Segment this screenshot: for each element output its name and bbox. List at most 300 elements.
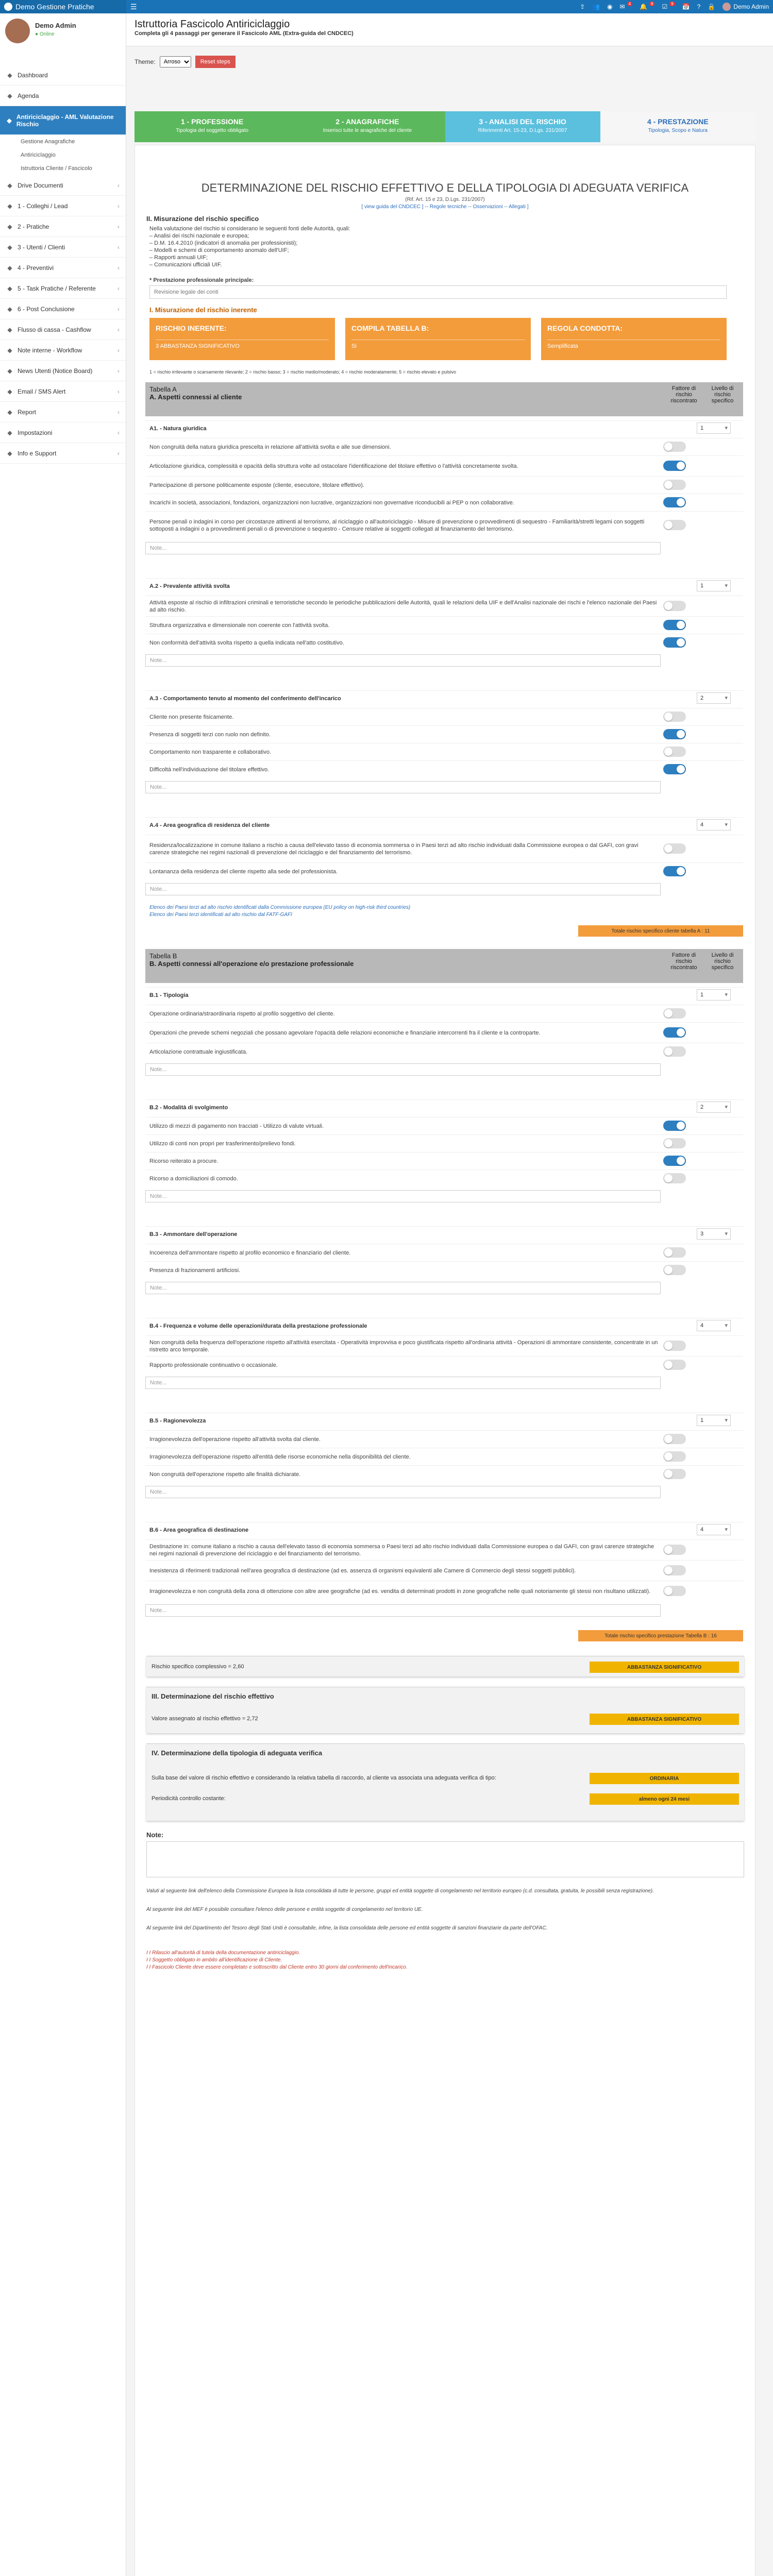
settings-icon: ◆ — [7, 429, 12, 436]
user-name: Demo Admin — [733, 3, 769, 10]
calendar-icon[interactable]: 📅 — [682, 3, 690, 10]
table-title: Tabella A — [149, 385, 177, 393]
prestazione-select[interactable]: Revisione legale dei conti — [149, 285, 727, 299]
info-icon: ◆ — [7, 449, 12, 457]
row-text: Non conformità dell'attività svolta rispetto a quella indicata nell'atto costitutivo. — [149, 639, 344, 646]
sidebar-item[interactable] — [0, 106, 126, 135]
theme-bar — [126, 46, 773, 77]
row-text: Ricorso reiterato a procure. — [149, 1158, 219, 1164]
risk-level-select[interactable] — [697, 692, 731, 704]
risk-level-value: 1 — [700, 1417, 704, 1423]
group-title: A1. - Natura giuridica — [149, 425, 207, 432]
box-value: Si — [351, 340, 525, 349]
eye-icon[interactable]: ◉ — [607, 3, 613, 10]
risk-level-value: 4 — [700, 822, 704, 828]
risk-factor-toggle[interactable] — [663, 1451, 686, 1462]
col-factor-header: Fattore di rischio riscontrato — [670, 952, 697, 971]
result-value: ABBASTANZA SIGNIFICATIVO — [590, 1714, 739, 1725]
risk-factor-toggle[interactable] — [663, 637, 686, 648]
row-text: Presenza di soggetti terzi con ruolo non definito. — [149, 731, 271, 738]
row-text: Lontananza della residenza del cliente rispetto alla sede del professionista. — [149, 868, 338, 875]
risk-factor-toggle[interactable] — [663, 1586, 686, 1596]
row-text: Non congruità dell'operazione rispetto alle finalità dichiarate. — [149, 1471, 301, 1478]
mail-badge: 4 — [627, 2, 632, 6]
dashboard-icon: ◆ — [7, 71, 12, 79]
step-title: 1 - PROFESSIONE — [180, 117, 244, 126]
sidebar-item-label: 1 - Colleghi / Lead — [18, 202, 68, 210]
risk-level-value: 4 — [700, 1323, 704, 1329]
group-title: A.2 - Prevalente attività svolta — [149, 583, 230, 589]
risk-level-select[interactable] — [697, 819, 731, 831]
row-text: Ricorso a domiciliazioni di comodo. — [149, 1175, 238, 1182]
table-subtitle: B. Aspetti connessi all'operazione e/o prestazione professionale — [149, 960, 354, 968]
document-title: DETERMINAZIONE DEL RISCHIO EFFETTIVO E DELLA TIPOLOGIA DI ADEGUATA VERIFICA — [201, 181, 689, 194]
sidebar-item-label: Flusso di cassa - Cashflow — [18, 326, 91, 333]
note-input[interactable]: Note... — [145, 1604, 661, 1617]
note-input[interactable]: Note... — [145, 1486, 661, 1498]
sidebar-item[interactable] — [0, 381, 126, 402]
col-level-header: Livello di rischio specifico — [711, 385, 734, 404]
table-row — [145, 596, 743, 616]
risk-factor-toggle[interactable] — [663, 480, 686, 490]
result-label: Rischio specifico complessivo = 2,60 — [152, 1664, 244, 1670]
users-icon[interactable]: 👥 — [592, 3, 600, 10]
note-input[interactable]: Note... — [145, 1282, 661, 1294]
row-text: Irragionevolezza dell'operazione rispetto all'attività svolta dal cliente. — [149, 1436, 321, 1443]
step-subtitle: Tipologia, Scopo e Natura — [648, 128, 708, 133]
risk-factor-toggle[interactable] — [663, 711, 686, 722]
group-header — [145, 1522, 743, 1537]
calendar-icon: ◆ — [7, 92, 12, 99]
risk-factor-toggle[interactable] — [663, 620, 686, 630]
risk-factor-toggle[interactable] — [663, 764, 686, 774]
tasks-icon[interactable]: ☑ — [662, 3, 668, 10]
group-header — [145, 690, 743, 706]
prestazione-label: * Prestazione professionale principale: — [149, 277, 254, 283]
folder-icon: ◆ — [7, 181, 12, 189]
table-row — [145, 1117, 743, 1134]
top-navbar — [0, 0, 773, 13]
result-box — [146, 1743, 744, 1821]
intro-line: – Modelli e schemi di comportamento anomalo dell'UIF; — [149, 247, 289, 253]
check-icon: ◆ — [7, 305, 12, 313]
risk-factor-toggle[interactable] — [663, 1565, 686, 1575]
chevron-left-icon: ‹ — [117, 305, 120, 313]
risk-level-select[interactable] — [697, 1415, 731, 1426]
sidebar-item[interactable] — [0, 340, 126, 361]
box-title: REGOLA CONDOTTA: — [547, 324, 623, 332]
group-title: A.3 - Comportamento tenuto al momento del conferimento dell'incarico — [149, 695, 341, 702]
total-table-b: Totale rischio specifico prestazione Tabella B : 16 — [578, 1630, 743, 1641]
risk-factor-toggle[interactable] — [663, 1360, 686, 1370]
group-header — [145, 1318, 743, 1333]
row-text: Operazioni che prevede schemi negoziali che possano agevolare l'opacità delle relazioni economiche e finanziarie intercorrenti fra il cliente e la controparte. — [149, 1029, 541, 1036]
wizard-steps — [135, 111, 755, 142]
risk-summary-box — [149, 318, 335, 360]
row-text: Non congruità della natura giuridica prescelta in relazione all'attività svolta e alle sue dimensioni. — [149, 444, 391, 450]
total-table-a: Totale rischio specifico cliente tabella A : 11 — [578, 925, 743, 937]
chart-icon: ◆ — [7, 408, 12, 416]
group-title: A.4 - Area geografica di residenza del cliente — [149, 822, 270, 828]
table-row — [145, 708, 743, 725]
note-input[interactable]: Note... — [145, 542, 661, 554]
page-header — [126, 13, 773, 46]
step-subtitle: Riferimenti Art. 15-23, D.Lgs. 231/2007 — [478, 128, 567, 133]
table-row — [145, 1335, 743, 1356]
sidebar-item-label: 2 - Pratiche — [18, 223, 49, 230]
sidebar-item[interactable] — [0, 422, 126, 443]
user-icon: ◆ — [7, 243, 12, 251]
risk-factor-toggle[interactable] — [663, 497, 686, 507]
note-input[interactable]: Note... — [145, 781, 661, 793]
risk-factor-toggle[interactable] — [663, 729, 686, 739]
group-header — [145, 578, 743, 594]
warning-note: I I Fascicolo Cliente deve essere completato e sottoscritto dal Cliente entro 30 giorni dal conferimento dell'incarico. — [146, 1964, 408, 1970]
avatar — [5, 19, 30, 43]
group-header — [145, 817, 743, 833]
table-row — [145, 1022, 743, 1043]
table-title: Tabella B — [149, 952, 177, 960]
risk-factor-toggle[interactable] — [663, 1138, 686, 1148]
note-input[interactable]: Note... — [145, 654, 661, 667]
notes-label: Note: — [146, 1831, 164, 1839]
wizard-step[interactable] — [600, 111, 755, 142]
step-title: 3 - ANALISI DEL RISCHIO — [479, 117, 566, 126]
intro-line: – Comunicazioni ufficiali UIF. — [149, 262, 222, 268]
table-row — [145, 862, 743, 880]
table-row — [145, 476, 743, 494]
sidebar-item[interactable] — [0, 258, 126, 278]
sidebar-item-label: Impostazioni — [18, 429, 53, 436]
risk-factor-toggle[interactable] — [663, 601, 686, 611]
document-subtitle: (Rif. Art. 15 e 23, D.Lgs. 231/2007) — [405, 197, 485, 202]
risk-factor-toggle[interactable] — [663, 843, 686, 854]
tasks-icon: ◆ — [7, 284, 12, 292]
sidebar-item-label: Dashboard — [18, 71, 48, 79]
row-text: Destinazione in: comune italiano a rischio a causa dell'elevato tasso di economia sommersa o Paesi terzi ad alto rischio individuati dalla Commissione europea o dal GAFI, con gravi carenze strategiche nei regimi nazionali di prevenzione del riciclaggio e del finanziamento del terrorismo. — [149, 1543, 654, 1557]
risk-factor-toggle[interactable] — [663, 1469, 686, 1479]
table-row — [145, 1448, 743, 1465]
risk-factor-toggle[interactable] — [663, 461, 686, 471]
note-input[interactable]: Note... — [145, 1190, 661, 1202]
sidebar-item-label: Drive Documenti — [18, 181, 63, 189]
risk-factor-toggle[interactable] — [663, 1156, 686, 1166]
risk-level-select[interactable] — [697, 1524, 731, 1535]
sidebar-item[interactable] — [0, 299, 126, 319]
risk-level-select[interactable] — [697, 422, 731, 434]
sidebar-item-label: 3 - Utenti / Clienti — [18, 243, 65, 251]
step-title: 4 - PRESTAZIONE — [647, 117, 709, 126]
euro-icon: ◆ — [7, 264, 12, 272]
row-text: Utilizzo di mezzi di pagamento non tracciati - Utilizzo di valute virtuali. — [149, 1123, 324, 1129]
risk-factor-toggle[interactable] — [663, 520, 686, 530]
sidebar — [0, 13, 126, 2576]
table-row — [145, 1430, 743, 1448]
bell-icon[interactable]: 🔔 — [640, 3, 648, 10]
risk-summary-box — [345, 318, 531, 360]
risk-legend: 1 = rischio irrilevante o scarsamente rilevante; 2 = rischio basso; 3 = rischio medio/moderato; 4 = rischio moderatamente; 5 = rischio elevato e pulsivo — [149, 369, 457, 375]
group-header — [145, 1099, 743, 1115]
bell-badge: 8 — [649, 2, 654, 6]
risk-document — [135, 145, 755, 2576]
risk-level-select[interactable] — [697, 1228, 731, 1240]
share-icon[interactable]: ⇪ — [580, 3, 585, 10]
sidebar-item[interactable] — [0, 361, 126, 381]
sidebar-item-label: Report — [18, 408, 37, 416]
row-text: Inesistenza di riferimenti tradizionali nell'area geografica di destinazione (ad es. assenza di organismi equivalenti alle Camere di Commercio degli stessi soggetti pubblici). — [149, 1567, 576, 1574]
risk-factor-toggle[interactable] — [663, 1265, 686, 1275]
result-value: ORDINARIA — [590, 1773, 739, 1784]
sidebar-subitem-label: Antiriciclaggio — [21, 152, 56, 158]
sidebar-item[interactable] — [0, 319, 126, 340]
table-row — [145, 494, 743, 511]
row-text: Cliente non presente fisicamente. — [149, 714, 234, 720]
shield-icon: ◆ — [7, 116, 12, 124]
table-header — [145, 949, 743, 983]
intro-line: – D.M. 16.4.2010 (indicatori di anomalia per professionisti); — [149, 240, 298, 246]
mail-icon[interactable]: ✉ — [619, 3, 625, 10]
inherent-title: I. Misurazione del rischio inerente — [149, 306, 257, 314]
theme-select[interactable] — [160, 56, 191, 67]
document-links[interactable]: [ view guida del CNDCEC ] -- Regole tecniche -- Osservazioni -- Allegati ] — [361, 204, 529, 210]
table-row — [145, 511, 743, 539]
table-row — [145, 455, 743, 476]
sidebar-item[interactable] — [0, 443, 126, 464]
table-row — [145, 1539, 743, 1560]
sidebar-item[interactable] — [0, 86, 126, 106]
note-input[interactable]: Note... — [145, 1063, 661, 1076]
table-row — [145, 616, 743, 634]
risk-level-value: 2 — [700, 1104, 704, 1110]
mail-icon: ◆ — [7, 387, 12, 395]
risk-factor-toggle[interactable] — [663, 1434, 686, 1444]
table-header — [145, 382, 743, 416]
box-title: RISCHIO INERENTE: — [156, 324, 227, 332]
box-value: 3 ABBASTANZA SIGNIFICATIVO — [156, 340, 329, 349]
row-text: Rapporto professionale continuativo o occasionale. — [149, 1362, 278, 1368]
risk-level-select[interactable] — [697, 1101, 731, 1113]
help-icon[interactable]: ? — [697, 3, 701, 10]
sidebar-item[interactable] — [0, 65, 126, 86]
result-box — [146, 1687, 744, 1733]
table-row — [145, 743, 743, 760]
risk-level-value: 1 — [700, 425, 704, 431]
table-row — [145, 1560, 743, 1581]
table-row — [145, 1134, 743, 1152]
footnote: Al seguente link del MEF è possibile consultare l'elenco delle persone e entità soggette di congelamento nel territorio UE. — [146, 1907, 423, 1912]
risk-factor-toggle[interactable] — [663, 1545, 686, 1555]
footnote: Valuti al seguente link dell'elenco della Commissione Europea la lista consolidata di tutte le persone, gruppi ed entità soggette di congelamento nel territorio europeo (c.d. consultata, gratuita, le possibili senza registrazione). — [146, 1888, 654, 1894]
group-header — [145, 420, 743, 436]
step-subtitle: Tipologia del soggetto obbligato — [176, 128, 249, 133]
user-menu[interactable] — [722, 3, 769, 11]
chevron-left-icon: ‹ — [117, 264, 120, 272]
row-text: Utilizzo di conti non propri per trasferimento/prelievo fondi. — [149, 1140, 296, 1147]
row-text: Irragionevolezza e non congruità della zona di ottenzione con altre aree geografiche (ad es. vendita di determinati prodotti in zone geografiche nelle quali notoriamente gli stessi non risultano utilizzati). — [149, 1588, 651, 1595]
brand-logo-icon — [4, 3, 12, 11]
risk-level-value: 1 — [700, 583, 704, 589]
row-text: Non congruità della frequenza dell'operazione rispetto all'attività esercitata - Operatività improvvisa e poco giustificata rispetto all'ordinaria attività - Operazioni di ammontare consistente, concentrate in un ristretto arco temporale. — [149, 1339, 658, 1353]
col-factor-header: Fattore di rischio riscontrato — [670, 385, 697, 404]
sidebar-subitem-label: Gestione Anagrafiche — [21, 139, 75, 145]
row-text: Irragionevolezza dell'operazione rispetto all'entità delle risorse economiche nella disponibilità del cliente. — [149, 1453, 411, 1460]
briefcase-icon: ◆ — [7, 223, 12, 230]
notes-textarea[interactable] — [146, 1841, 744, 1877]
table-subtitle: A. Aspetti connessi al cliente — [149, 393, 242, 401]
result-value: ABBASTANZA SIGNIFICATIVO — [590, 1662, 739, 1673]
chevron-left-icon: ‹ — [117, 181, 120, 189]
sidebar-item-label: Agenda — [18, 92, 39, 99]
sidebar-item-label: Antiriciclaggio - AML Valutazione Rischio — [16, 113, 114, 128]
chevron-left-icon: ‹ — [117, 387, 120, 395]
group-title: B.4 - Frequenza e volume delle operazioni/durata della prestazione professionale — [149, 1323, 367, 1329]
risk-level-select[interactable] — [697, 1320, 731, 1331]
table-row — [145, 634, 743, 651]
risk-factor-toggle[interactable] — [663, 1008, 686, 1019]
table-row — [145, 1244, 743, 1261]
reset-steps-button[interactable]: Reset steps — [195, 56, 236, 68]
row-text: Operazione ordinaria/straordinaria rispetto al profilo soggettivo del cliente. — [149, 1010, 335, 1017]
lock-icon[interactable]: 🔒 — [708, 3, 716, 10]
intro-line: – Rapporti annuali UIF; — [149, 255, 208, 261]
row-text: Difficoltà nell'individuazione del titolare effettivo. — [149, 766, 270, 773]
online-status: ● Online — [35, 31, 55, 37]
warning-note: I I Rilascio all'autorità di tutela della documentazione antiriciclaggio. — [146, 1950, 300, 1956]
group-title: B.5 - Ragionevolezza — [149, 1417, 206, 1424]
chevron-left-icon: ‹ — [117, 449, 120, 457]
main-content — [126, 13, 773, 77]
chevron-left-icon: ‹ — [117, 223, 120, 230]
row-text: Struttura organizzativa e dimensionale non coerente con l'attività svolta. — [149, 622, 330, 629]
sidebar-subitem[interactable] — [0, 148, 126, 162]
group-header — [145, 1413, 743, 1428]
risk-factor-toggle[interactable] — [663, 1341, 686, 1351]
sidebar-item[interactable] — [0, 196, 126, 216]
brand[interactable] — [0, 0, 126, 13]
sidebar-item-label: News Utenti (Notice Board) — [18, 367, 93, 375]
risk-factor-toggle[interactable] — [663, 442, 686, 452]
risk-factor-toggle[interactable] — [663, 866, 686, 876]
result-label: Valore assegnato al rischio effettivo = 2,72 — [152, 1716, 258, 1722]
risk-level-select[interactable] — [697, 580, 731, 591]
chevron-left-icon: ‹ — [117, 326, 120, 333]
chevron-left-icon: ‹ — [117, 243, 120, 251]
sidebar-item-label: Note interne - Workflow — [18, 346, 82, 354]
risk-factor-toggle[interactable] — [663, 1046, 686, 1057]
result-value: almeno ogni 24 mesi — [590, 1793, 739, 1805]
hamburger-icon[interactable]: ☰ — [130, 2, 137, 11]
result-label: Sulla base del valore di rischio effettivo e considerando la relativa tabella di raccordo, al cliente va associata una adeguata verifica di tipo: — [152, 1775, 496, 1781]
sidebar-item[interactable] — [0, 402, 126, 422]
page-subtitle: Completa gli 4 passaggi per generare il Fascicolo AML (Extra-guida del CNDCEC) — [135, 30, 354, 37]
news-icon: ◆ — [7, 367, 12, 375]
sidebar-item[interactable] — [0, 278, 126, 299]
table-row — [145, 1261, 743, 1279]
risk-factor-toggle[interactable] — [663, 1247, 686, 1258]
sidebar-item[interactable] — [0, 237, 126, 258]
tasks-badge: 9 — [669, 2, 675, 6]
note-input[interactable]: Note... — [145, 883, 661, 895]
risk-level-value: 1 — [700, 992, 704, 998]
avatar — [722, 3, 731, 11]
risk-level-value: 2 — [700, 695, 704, 701]
row-text: Residenza/localizzazione in comune italiano a rischio a causa dell'elevato tasso di economia sommersa o in Paesi terzi ad alto rischio individuati dalla Commissione europea o dal GAFI, con gravi carenze strategiche nei regimi nazionali di prevenzione del riciclaggio e del finanziamento del terrorismo. — [149, 842, 638, 856]
result-title: III. Determinazione del rischio effettivo — [152, 1692, 274, 1700]
note-input[interactable]: Note... — [145, 1377, 661, 1389]
row-text: Comportamento non trasparente e collaborativo. — [149, 749, 272, 755]
col-level-header: Livello di rischio specifico — [711, 952, 734, 971]
result-box — [146, 1656, 744, 1676]
table-row — [145, 1465, 743, 1483]
group-title: B.6 - Area geografica di destinazione — [149, 1527, 249, 1533]
chevron-left-icon: ‹ — [117, 202, 120, 210]
result-title: IV. Determinazione della tipologia di adeguata verifica — [152, 1749, 323, 1757]
wizard-step[interactable] — [445, 111, 600, 142]
box-value: Semplificata — [547, 340, 720, 349]
chevron-left-icon: ‹ — [117, 408, 120, 416]
chevron-left-icon: ‹ — [117, 284, 120, 292]
risk-level-value: 3 — [700, 1231, 704, 1237]
risk-factor-toggle[interactable] — [663, 1173, 686, 1183]
table-row — [145, 835, 743, 862]
sidebar-item[interactable] — [0, 216, 126, 237]
warning-note: I I Soggetto obbligato in ambito all'identificazione di Cliente. — [146, 1957, 282, 1963]
page-title: Istruttoria Fascicolo Antiriciclaggio — [135, 19, 290, 30]
table-row — [145, 1581, 743, 1601]
group-title: B.3 - Ammontare dell'operazione — [149, 1231, 238, 1238]
intro-line: Nella valutazione del rischio si considerano le seguenti fonti delle Autorità, quali: — [149, 226, 350, 232]
table-row — [145, 725, 743, 743]
country-list-link[interactable]: Elenco dei Paesi terzi ad alto rischio identificati dalla Commissione europea (EU policy on high-risk third countries) — [149, 905, 411, 910]
user-name: Demo Admin — [35, 22, 76, 29]
wizard-step[interactable] — [135, 111, 290, 142]
risk-level-select[interactable] — [697, 989, 731, 1001]
sidebar-user — [0, 13, 126, 65]
group-header — [145, 1226, 743, 1242]
table-row — [145, 1005, 743, 1022]
risk-factor-toggle[interactable] — [663, 1027, 686, 1038]
risk-factor-toggle[interactable] — [663, 1121, 686, 1131]
table-row — [145, 760, 743, 778]
footnote: Al seguente link del Dipartimento del Tesoro degli Stati Uniti è consultabile, infine, la lista consolidata delle persone ed entità soggette di sanzioni finanziarie da parte dell'OFAC. — [146, 1925, 548, 1931]
box-title: COMPILA TABELLA B: — [351, 324, 429, 332]
risk-level-value: 4 — [700, 1527, 704, 1533]
note-icon: ◆ — [7, 346, 12, 354]
step-title: 2 - ANAGRAFICHE — [335, 117, 399, 126]
sidebar-item-label: Email / SMS Alert — [18, 387, 66, 395]
result-label: Periodicità controllo costante: — [152, 1795, 226, 1802]
table-row — [145, 1152, 743, 1170]
row-text: Incoerenza dell'ammontare rispetto al profilo economico e finanziario del cliente. — [149, 1249, 351, 1256]
chevron-left-icon: ‹ — [117, 367, 120, 375]
table-row — [145, 1170, 743, 1187]
sidebar-subitem[interactable] — [0, 162, 126, 175]
country-list-link[interactable]: Elenco dei Paesi terzi identificati ad alto rischio dal FATF-GAFI — [149, 912, 292, 918]
group-title: B.1 - Tipologia — [149, 992, 189, 998]
sidebar-item-label: 6 - Post Conclusione — [18, 305, 75, 313]
sidebar-subitem[interactable] — [0, 135, 126, 148]
row-text: Articolazione giuridica, complessità e opacità della struttura volte ad ostacolare l'identificazione del titolare effettivo o l'attività concretamente svolta. — [149, 463, 518, 469]
sidebar-item[interactable] — [0, 175, 126, 196]
section-title: II. Misurazione del rischio specifico — [146, 215, 259, 223]
wizard-step[interactable] — [290, 111, 445, 142]
risk-summary-box — [541, 318, 727, 360]
status-text: Online — [39, 31, 55, 37]
row-text: Persone penali o indagini in corso per circostanze attinenti al terrorismo, al riciclaggio o all'autoriciclaggio - Misure di prevenzione o provvedimenti di sequestro - Familiarità/stretti legami con soggetti sottoposti a indagini o a provvedimenti penali o di prevenzione o sequestro - Censure relative ai soggetti collegati al finanziamento del terrorismo. — [149, 518, 645, 532]
group-title: B.2 - Modalità di svolgimento — [149, 1104, 228, 1111]
sidebar-item-label: 5 - Task Pratiche / Referente — [18, 284, 96, 292]
risk-factor-toggle[interactable] — [663, 747, 686, 757]
